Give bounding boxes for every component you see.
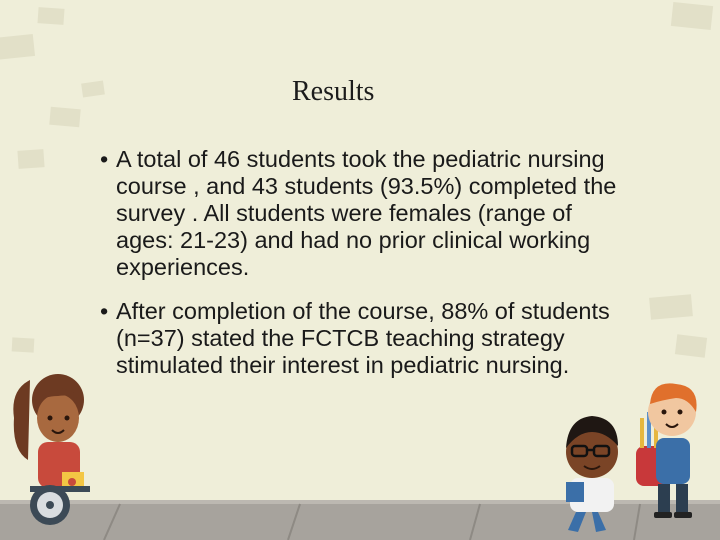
bullet-marker: • xyxy=(100,298,109,324)
bullet-text: After completion of the course, 88% of students (n=37) stated the FCTCB teaching strategy stimulated their interest in pediatric nursing. xyxy=(116,298,610,378)
bullet-text: A total of 46 students took the pediatric nursing course , and 43 students (93.5%) completed the survey . All students were females (range of ages: 21-23) and had no prior clinical working experiences. xyxy=(116,146,617,280)
bullet-list xyxy=(100,146,630,396)
bullet-marker: • xyxy=(100,146,109,172)
boy-with-backpack-illustration xyxy=(636,383,697,518)
bullet-item-enrollment xyxy=(100,146,630,281)
bullet-item-interest xyxy=(100,298,630,379)
slide-title: Results xyxy=(292,76,375,107)
